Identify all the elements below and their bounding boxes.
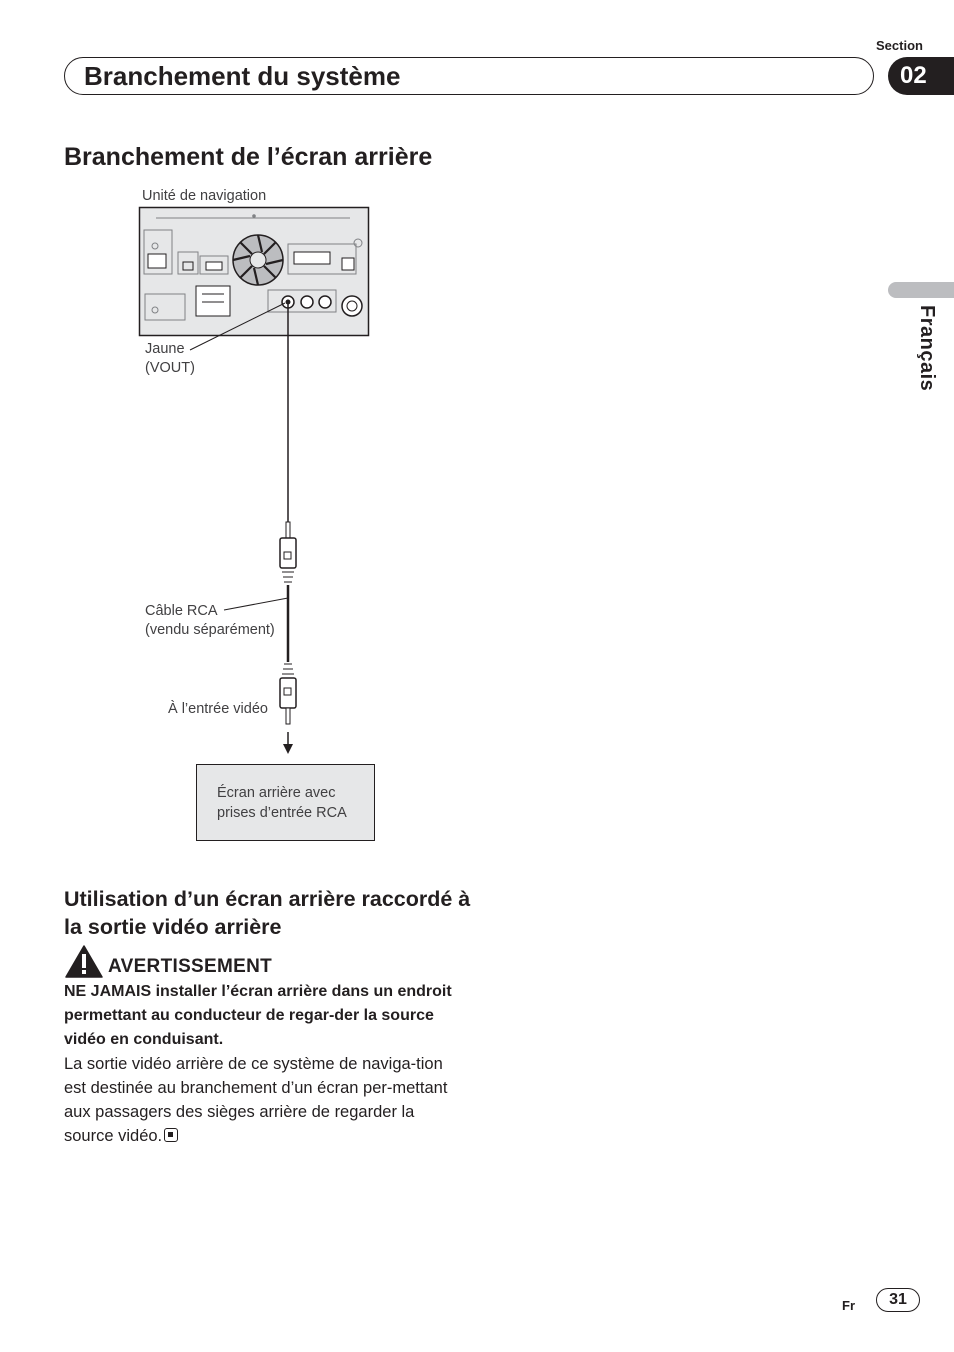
chapter-title: Branchement du système (84, 61, 401, 91)
warning-lead: NE JAMAIS (64, 983, 152, 1000)
warning-bold-text: installer l’écran arrière dans un endroit permettant au conducteur de regar-der la source vidéo en conduisant. (64, 983, 452, 1048)
rear-screen-box (196, 764, 375, 841)
navigation-unit-illustration (140, 208, 369, 336)
warning-icon (66, 946, 102, 977)
screen-label-line2: prises d’entrée RCA (217, 805, 347, 821)
warning-title: AVERTISSEMENT (108, 956, 273, 977)
section-number-badge: 02 (888, 57, 954, 95)
subsection-heading: Utilisation d’un écran arrière raccordé à la sortie vidéo arrière (64, 887, 471, 939)
body-text: La sortie vidéo arrière de ce système de naviga-tion est destinée au branchement d’un écran per-mettant aux passagers des sièges arrière de regarder la source vidéo. (64, 1055, 448, 1145)
language-label: Français (916, 305, 938, 392)
end-of-section-icon (164, 1128, 178, 1142)
page-number: 31 (876, 1288, 920, 1312)
screen-label-line1: Écran arrière avec (217, 785, 336, 801)
cable-sublabel: (vendu séparément) (145, 622, 275, 638)
jaune-label: Jaune (145, 341, 185, 357)
unit-label: Unité de navigation (142, 188, 267, 204)
language-code: Fr (842, 1298, 855, 1313)
rca-plug-upper (280, 522, 296, 582)
warning-text (64, 980, 459, 1052)
body-paragraph (64, 1052, 459, 1148)
video-input-label: À l’entrée vidéo (168, 701, 268, 717)
page-heading: Branchement de l’écran arrière (64, 143, 433, 171)
cable-label: Câble RCA (145, 603, 218, 619)
rca-plug-lower (280, 664, 296, 724)
section-label: Section (876, 38, 923, 53)
vout-label: (VOUT) (145, 360, 195, 376)
